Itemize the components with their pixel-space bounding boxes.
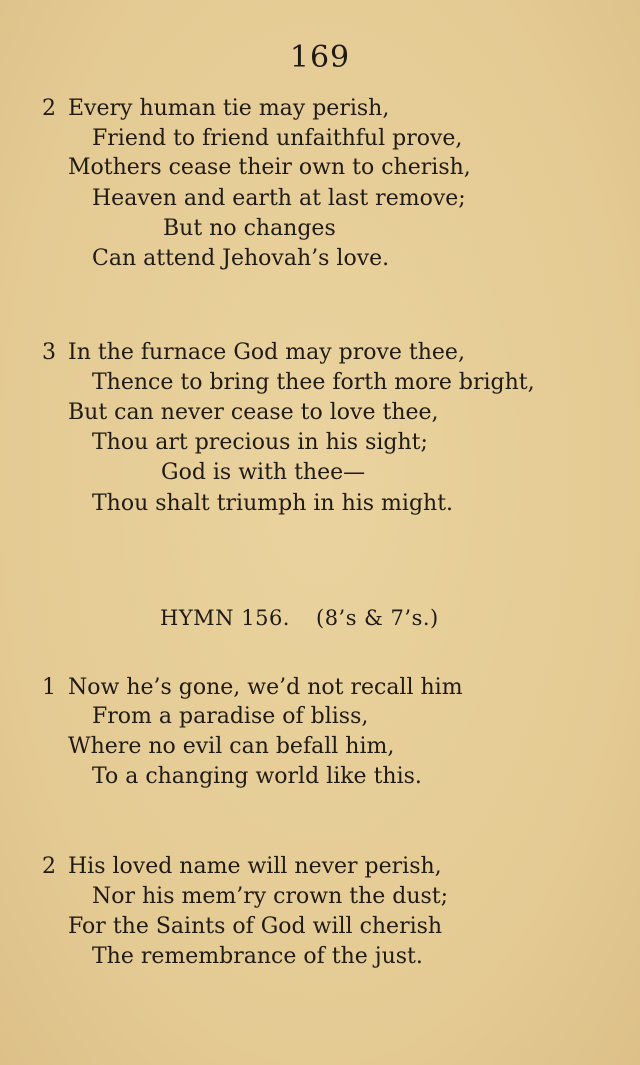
stanza-number: 2	[42, 96, 56, 121]
verse-line: But can never cease to love thee,	[68, 400, 439, 425]
verse-line: In the furnace God may prove thee,	[68, 340, 465, 365]
stanza-number: 3	[42, 340, 56, 365]
verse-line: The remembrance of the just.	[92, 944, 423, 969]
verse-line: Can attend Jehovah’s love.	[92, 246, 390, 271]
verse-line: For the Saints of God will cherish	[68, 914, 443, 939]
hymn-title: HYMN 156.	[160, 606, 290, 630]
verse-line: Thou art precious in his sight;	[92, 430, 428, 455]
verse-line: God is with thee—	[161, 460, 366, 485]
verse-line: From a paradise of bliss,	[92, 704, 369, 729]
verse-line: Where no evil can befall him,	[68, 734, 395, 759]
hymn-heading	[160, 606, 439, 630]
verse-line: To a changing world like this.	[92, 764, 422, 789]
verse-line: Heaven and earth at last remove;	[92, 186, 466, 211]
verse-line: But no changes	[163, 216, 336, 241]
verse-line: His loved name will never perish,	[68, 854, 442, 879]
verse-line: Mothers cease their own to cherish,	[68, 155, 471, 180]
verse-line: Thence to bring thee forth more bright,	[92, 370, 535, 395]
verse-line: Thou shalt triumph in his might.	[92, 491, 454, 516]
verse-line: Every human tie may perish,	[68, 96, 390, 121]
verse-line: Now he’s gone, we’d not recall him	[68, 675, 463, 700]
stanza-number: 1	[42, 675, 56, 700]
verse-line: Nor his mem’ry crown the dust;	[92, 884, 449, 909]
verse-line: Friend to friend unfaithful prove,	[92, 126, 463, 151]
hymn-meter: (8’s & 7’s.)	[316, 606, 439, 630]
stanza-number: 2	[42, 854, 56, 879]
page-number: 169	[289, 40, 351, 75]
